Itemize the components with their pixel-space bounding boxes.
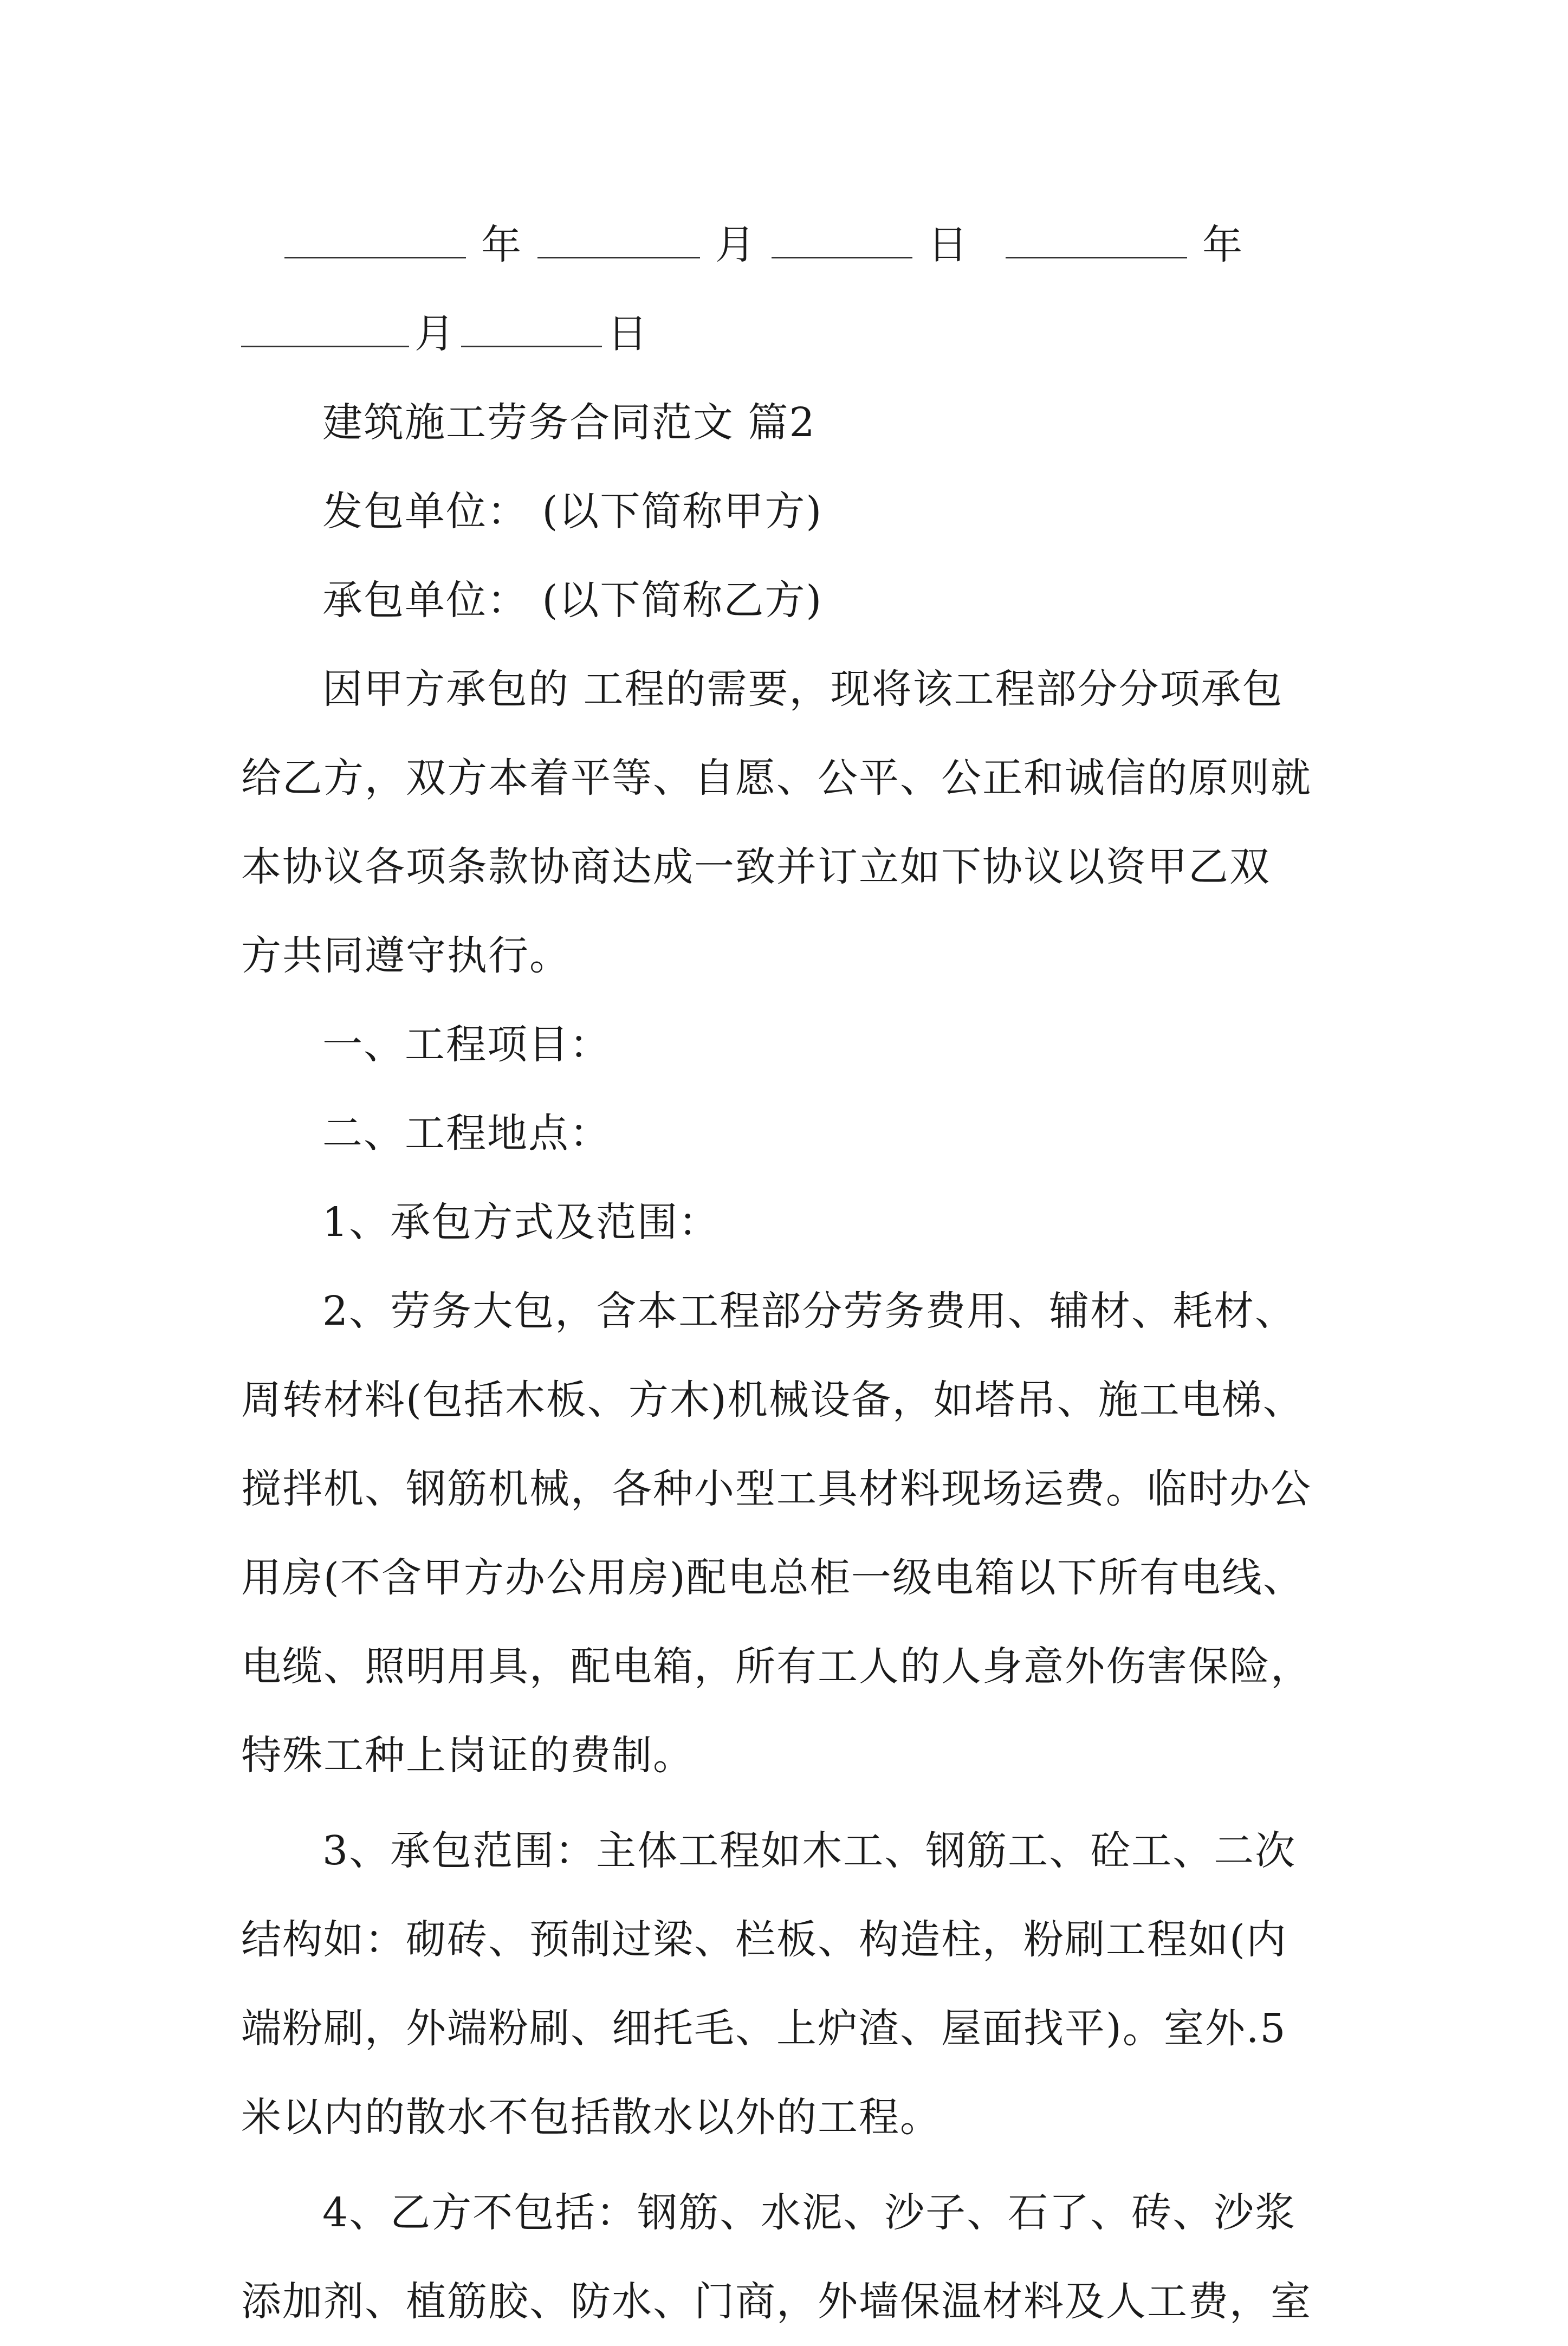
label-day-1: 日 bbox=[928, 222, 969, 268]
date-line-1 bbox=[241, 200, 1336, 289]
sub-item-2-line: 2、劳务大包，含本工程部分劳务费用、辅材、耗材、 bbox=[322, 1288, 1297, 1334]
sub-item-2-line: 搅拌机、钢筋机械，各种小型工具材料现场运费。临时办公 bbox=[241, 1466, 1312, 1512]
sub-item-2-line: 特殊工种上岗证的费制。 bbox=[241, 1732, 694, 1779]
sub-item-2-line: 电缆、照明用具，配电箱，所有工人的人身意外伤害保险， bbox=[241, 1643, 1312, 1690]
sub-item-4-line: 4、乙方不包括：钢筋、水泥、沙子、石了、砖、沙浆 bbox=[322, 2189, 1297, 2236]
blank-day-2 bbox=[461, 313, 602, 347]
label-day-2: 日 bbox=[607, 310, 649, 357]
intro-line: 给乙方，双方本着平等、自愿、公平、公正和诚信的原则就 bbox=[241, 755, 1312, 801]
party-a: 发包单位： (以下简称甲方) bbox=[322, 488, 823, 535]
label-year-2: 年 bbox=[1202, 222, 1243, 268]
sub-item-2-line: 周转材料(包括木板、方木)机械设备，如塔吊、施工电梯、 bbox=[241, 1377, 1304, 1423]
blank-month-2 bbox=[241, 313, 409, 347]
sub-item-4-line: 添加剂、植筋胶、防水、门商，外墙保温材料及人工费，室 bbox=[241, 2278, 1312, 2325]
intro-line: 方共同遵守执行。 bbox=[241, 932, 571, 979]
sub-item-3-line: 端粉刷，外端粉刷、细托毛、上炉渣、屋面找平)。室外.5 bbox=[241, 2005, 1287, 2052]
label-month-2: 月 bbox=[414, 310, 456, 357]
blank-year-1 bbox=[284, 224, 466, 258]
item-location: 二、工程地点： bbox=[322, 1110, 611, 1157]
sub-item-3-line: 结构如：砌砖、预制过梁、栏板、构造柱，粉刷工程如(内 bbox=[241, 1916, 1287, 1963]
date-line-2 bbox=[241, 289, 1336, 378]
label-year-1: 年 bbox=[481, 222, 522, 268]
blank-year-2 bbox=[1006, 224, 1187, 258]
sub-item-3-line: 米以内的散水不包括散水以外的工程。 bbox=[241, 2094, 941, 2141]
party-b: 承包单位： (以下简称乙方) bbox=[322, 577, 823, 624]
sub-item-3-line: 3、承包范围：主体工程如木工、钢筋工、砼工、二次 bbox=[322, 1827, 1297, 1874]
intro-line: 本协议各项条款协商达成一致并订立如下协议以资甲乙双 bbox=[241, 844, 1271, 890]
sub-item-2-line: 用房(不含甲方办公用房)配电总柜一级电箱以下所有电线、 bbox=[241, 1554, 1304, 1601]
section-title: 建筑施工劳务合同范文 篇2 bbox=[322, 399, 816, 446]
blank-day-1 bbox=[772, 224, 912, 258]
label-month-1: 月 bbox=[715, 222, 756, 268]
intro-line: 因甲方承包的 工程的需要，现将该工程部分分项承包 bbox=[322, 666, 1284, 712]
item-project: 一、工程项目： bbox=[322, 1021, 611, 1068]
blank-month-1 bbox=[537, 224, 700, 258]
sub-item-1: 1、承包方式及范围： bbox=[322, 1199, 720, 1246]
document-body bbox=[241, 200, 1336, 2346]
